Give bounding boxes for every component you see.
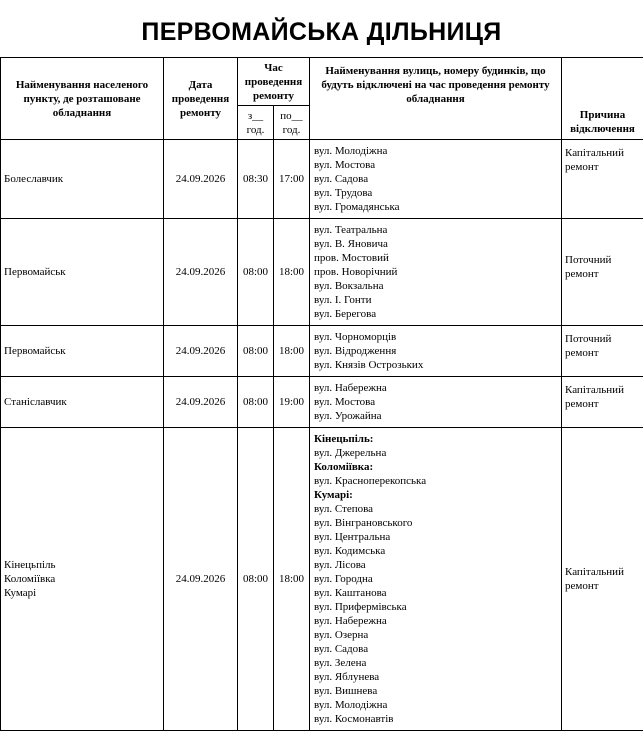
outage-reason: Поточний ремонт [562,219,643,326]
street-item: вул. Вишнева [314,685,378,697]
street-item: вул. Князів Острозьких [314,359,424,371]
table-row [1,140,643,219]
repair-date: 24.09.2026 [164,377,238,428]
street-item: вул. Берегова [314,308,377,320]
street-item: вул. Театральна [314,224,388,236]
street-item: вул. Каштанова [314,587,387,599]
street-item: вул. Відродження [314,345,397,357]
street-item: вул. Красноперекопська [314,475,427,487]
time-to: 18:00 [274,326,310,377]
street-item: вул. Вінграновського [314,517,413,529]
repair-date: 24.09.2026 [164,326,238,377]
settlement-name-line: Кумарі [4,587,37,599]
time-from: 08:00 [238,326,274,377]
header-time-from: з__ год. [238,106,274,140]
table-row [1,219,643,326]
header-reason: Причина відключення [562,106,643,140]
outage-schedule-table [0,57,643,731]
settlement-name: Первомайськ [1,326,164,377]
settlement-name-line: Коломіївка [4,573,56,585]
street-item: вул. Прифермівська [314,601,407,613]
street-item: вул. Набережна [314,382,387,394]
header-time-to: по__ год. [274,106,310,140]
repair-date: 24.09.2026 [164,428,238,731]
time-to: 19:00 [274,377,310,428]
street-item: вул. Молодіжна [314,145,388,157]
streets-list [310,428,562,731]
repair-date: 24.09.2026 [164,140,238,219]
street-item: вул. Мостова [314,396,376,408]
street-item: вул. Мостова [314,159,376,171]
streets-list [310,377,562,428]
street-item: вул. Молодіжна [314,699,388,711]
village-heading: Коломіївка: [314,461,374,473]
settlement-name: Болеславчик [1,140,164,219]
village-heading: Кумарі: [314,489,353,501]
streets-list [310,140,562,219]
street-item: вул. Трудова [314,187,373,199]
village-heading: Кінецьпіль: [314,433,374,445]
table-row [1,326,643,377]
outage-reason: Поточний ремонт [562,326,643,377]
outage-reason: Капітальний ремонт [562,428,643,731]
header-settlement-name: Найменування населеного пункту, де розташоване обладнання [1,58,164,140]
time-from: 08:00 [238,428,274,731]
settlement-name [1,428,164,731]
time-from: 08:00 [238,377,274,428]
street-item: вул. Садова [314,643,369,655]
streets-list [310,326,562,377]
street-item: вул. Степова [314,503,374,515]
table-row [1,428,643,731]
page-title: ПЕРВОМАЙСЬКА ДІЛЬНИЦЯ [141,18,502,46]
street-item: вул. Городна [314,573,373,585]
street-item: пров. Новорічний [314,266,398,278]
street-item: вул. Лісова [314,559,366,571]
street-item: вул. В. Яновича [314,238,388,250]
street-item: вул. Громадянська [314,201,400,213]
street-item: вул. Космонавтів [314,713,394,725]
time-to: 18:00 [274,219,310,326]
street-item: вул. Центральна [314,531,391,543]
header-streets: Найменування вулиць, номеру будинків, що будуть відключені на час проведення ремонту обладнання [310,58,562,140]
street-item: вул. Озерна [314,629,369,641]
street-item: вул. Набережна [314,615,387,627]
outage-reason: Капітальний ремонт [562,140,643,219]
street-item: вул. Садова [314,173,369,185]
header-repair-date: Дата проведення ремонту [164,58,238,140]
repair-date: 24.09.2026 [164,219,238,326]
street-item: вул. Кодимська [314,545,386,557]
outage-reason: Капітальний ремонт [562,377,643,428]
settlement-name: Станіславчик [1,377,164,428]
time-to: 17:00 [274,140,310,219]
street-item: вул. І. Гонти [314,294,372,306]
header-repair-time: Час проведення ремонту [238,58,310,106]
time-to: 18:00 [274,428,310,731]
street-item: вул. Яблунева [314,671,380,683]
street-item: вул. Джерельна [314,447,387,459]
time-from: 08:00 [238,219,274,326]
header-blank-cell [562,58,643,106]
street-item: вул. Чорноморців [314,331,397,343]
settlement-name: Первомайськ [1,219,164,326]
streets-list [310,219,562,326]
street-item: пров. Мостовий [314,252,389,264]
street-item: вул. Урожайна [314,410,382,422]
time-from: 08:30 [238,140,274,219]
table-row [1,377,643,428]
street-item: вул. Зелена [314,657,367,669]
street-item: вул. Вокзальна [314,280,384,292]
settlement-name-line: Кінецьпіль [4,559,56,571]
